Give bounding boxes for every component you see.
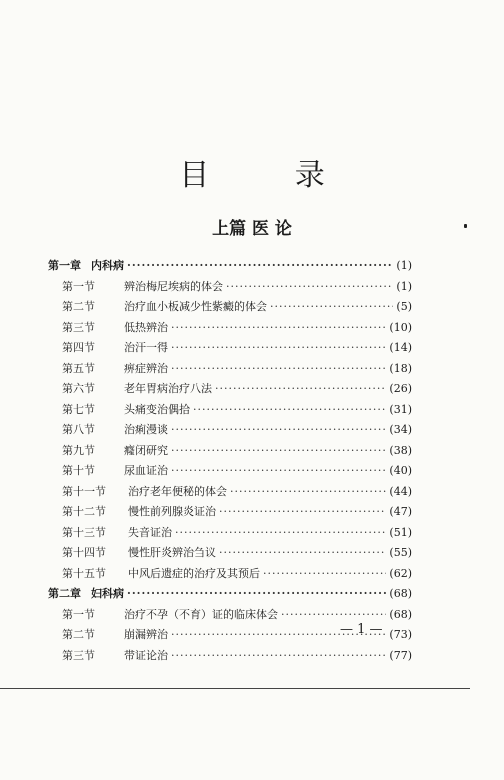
part-heading: 上篇 医 论 xyxy=(212,219,292,239)
toc-entry-title: 妇科病 xyxy=(91,587,124,600)
toc-entry-page: (55) xyxy=(389,546,412,559)
dot-leader xyxy=(171,338,386,359)
dot-leader xyxy=(263,564,386,585)
dot-leader xyxy=(171,359,386,380)
bottom-rule xyxy=(0,688,470,689)
toc-entry-page: (77) xyxy=(389,648,412,662)
dot-leader xyxy=(215,379,386,400)
toc-entry-title: 治疗血小板减少性紫癜的体会 xyxy=(124,300,267,313)
toc-section-row xyxy=(48,543,412,564)
toc-entry-number: 第五节 xyxy=(62,361,95,375)
toc-section-row xyxy=(48,359,412,380)
toc-entry-title: 内科病 xyxy=(91,259,124,272)
toc-entry-page: (40) xyxy=(389,464,412,477)
toc-entry-title: 带证论治 xyxy=(124,648,168,662)
toc-section-row xyxy=(48,523,412,544)
toc-entry-page: (51) xyxy=(389,525,412,539)
toc-entry-number: 第一节 xyxy=(62,607,95,621)
toc-entry-number: 第八节 xyxy=(62,423,95,436)
dot-leader xyxy=(219,502,386,523)
dot-leader xyxy=(175,523,386,544)
dot-leader xyxy=(219,543,386,564)
toc-section-row xyxy=(48,420,412,441)
toc-entry-page: (38) xyxy=(389,443,412,457)
toc-entry-title: 老年胃病治疗八法 xyxy=(124,382,212,395)
toc-section-row xyxy=(48,564,412,585)
toc-entry-number: 第十节 xyxy=(62,464,95,477)
dot-leader xyxy=(193,400,386,421)
toc-entry-title: 痹症辨治 xyxy=(124,361,168,375)
toc-entry-number: 第十一节 xyxy=(62,484,106,498)
toc-entry-title: 癃闭研究 xyxy=(124,443,168,457)
toc-entry-page: (1) xyxy=(396,279,412,293)
toc-entry-page: (14) xyxy=(389,341,412,354)
toc-entry-title: 尿血证治 xyxy=(124,464,168,477)
toc-section-row xyxy=(48,318,412,339)
toc-entry-number: 第二节 xyxy=(62,300,95,313)
toc-entry-number: 第四节 xyxy=(62,341,95,354)
toc-entry-title: 治汗一得 xyxy=(124,341,168,354)
toc-entry-page: (34) xyxy=(389,423,412,436)
toc-entry-number: 第十五节 xyxy=(62,566,106,580)
toc-entry-number: 第九节 xyxy=(62,443,95,457)
toc-entry-number: 第七节 xyxy=(62,402,95,416)
dot-leader xyxy=(171,461,386,482)
toc-entry-number: 第三节 xyxy=(62,648,95,662)
toc-entry-title: 中风后遗症的治疗及其预后 xyxy=(128,566,260,580)
dot-leader xyxy=(270,297,393,318)
page-number: — 1 — xyxy=(340,622,383,637)
toc-entry-title: 慢性前列腺炎证治 xyxy=(128,505,216,518)
dot-leader xyxy=(171,441,386,462)
toc-entry-title: 治疗不孕（不育）证的临床体会 xyxy=(124,607,278,621)
scan-speck xyxy=(464,224,467,228)
toc-chapter-row xyxy=(48,256,412,277)
dot-leader xyxy=(171,318,386,339)
toc-entry-page: (44) xyxy=(389,484,412,498)
table-of-contents xyxy=(48,256,412,666)
toc-section-row xyxy=(48,441,412,462)
toc-section-row xyxy=(48,379,412,400)
toc-entry-title: 失音证治 xyxy=(128,525,172,539)
toc-entry-number: 第六节 xyxy=(62,382,95,395)
toc-section-row xyxy=(48,277,412,298)
dot-leader xyxy=(171,646,386,667)
dot-leader xyxy=(171,420,386,441)
toc-entry-page: (18) xyxy=(389,361,412,375)
toc-entry-page: (5) xyxy=(396,300,412,313)
toc-entry-number: 第十四节 xyxy=(62,546,106,559)
dot-leader xyxy=(127,584,386,605)
toc-section-row xyxy=(48,400,412,421)
toc-entry-page: (47) xyxy=(389,505,412,518)
toc-entry-number: 第十三节 xyxy=(62,525,106,539)
toc-entry-page: (73) xyxy=(389,628,412,641)
toc-entry-page: (26) xyxy=(389,382,412,395)
toc-entry-title: 头痛变治偶拾 xyxy=(124,402,190,416)
toc-entry-number: 第三节 xyxy=(62,320,95,334)
toc-entry-title: 治疗老年便秘的体会 xyxy=(128,484,227,498)
toc-entry-number: 第十二节 xyxy=(62,505,106,518)
page-title: 目 录 xyxy=(179,158,363,193)
toc-chapter-row xyxy=(48,584,412,605)
toc-entry-number: 第一章 xyxy=(48,259,81,272)
toc-entry-page: (68) xyxy=(389,587,412,600)
toc-entry-page: (31) xyxy=(389,402,412,416)
toc-entry-title: 慢性肝炎辨治刍议 xyxy=(128,546,216,559)
toc-entry-title: 低热辨治 xyxy=(124,320,168,334)
toc-section-row xyxy=(48,297,412,318)
toc-entry-number: 第二章 xyxy=(48,587,81,600)
toc-entry-number: 第二节 xyxy=(62,628,95,641)
dot-leader xyxy=(127,256,393,277)
toc-section-row xyxy=(48,482,412,503)
toc-section-row xyxy=(48,338,412,359)
toc-section-row xyxy=(48,461,412,482)
toc-entry-title: 辨治梅尼埃病的体会 xyxy=(124,279,223,293)
toc-section-row xyxy=(48,502,412,523)
toc-section-row xyxy=(48,646,412,667)
dot-leader xyxy=(230,482,386,503)
toc-entry-page: (1) xyxy=(396,259,412,272)
toc-entry-title: 崩漏辨治 xyxy=(124,628,168,641)
toc-entry-page: (68) xyxy=(389,607,412,621)
dot-leader xyxy=(226,277,393,298)
toc-entry-page: (10) xyxy=(389,320,412,334)
toc-entry-number: 第一节 xyxy=(62,279,95,293)
toc-entry-title: 治痢漫谈 xyxy=(124,423,168,436)
toc-entry-page: (62) xyxy=(389,566,412,580)
